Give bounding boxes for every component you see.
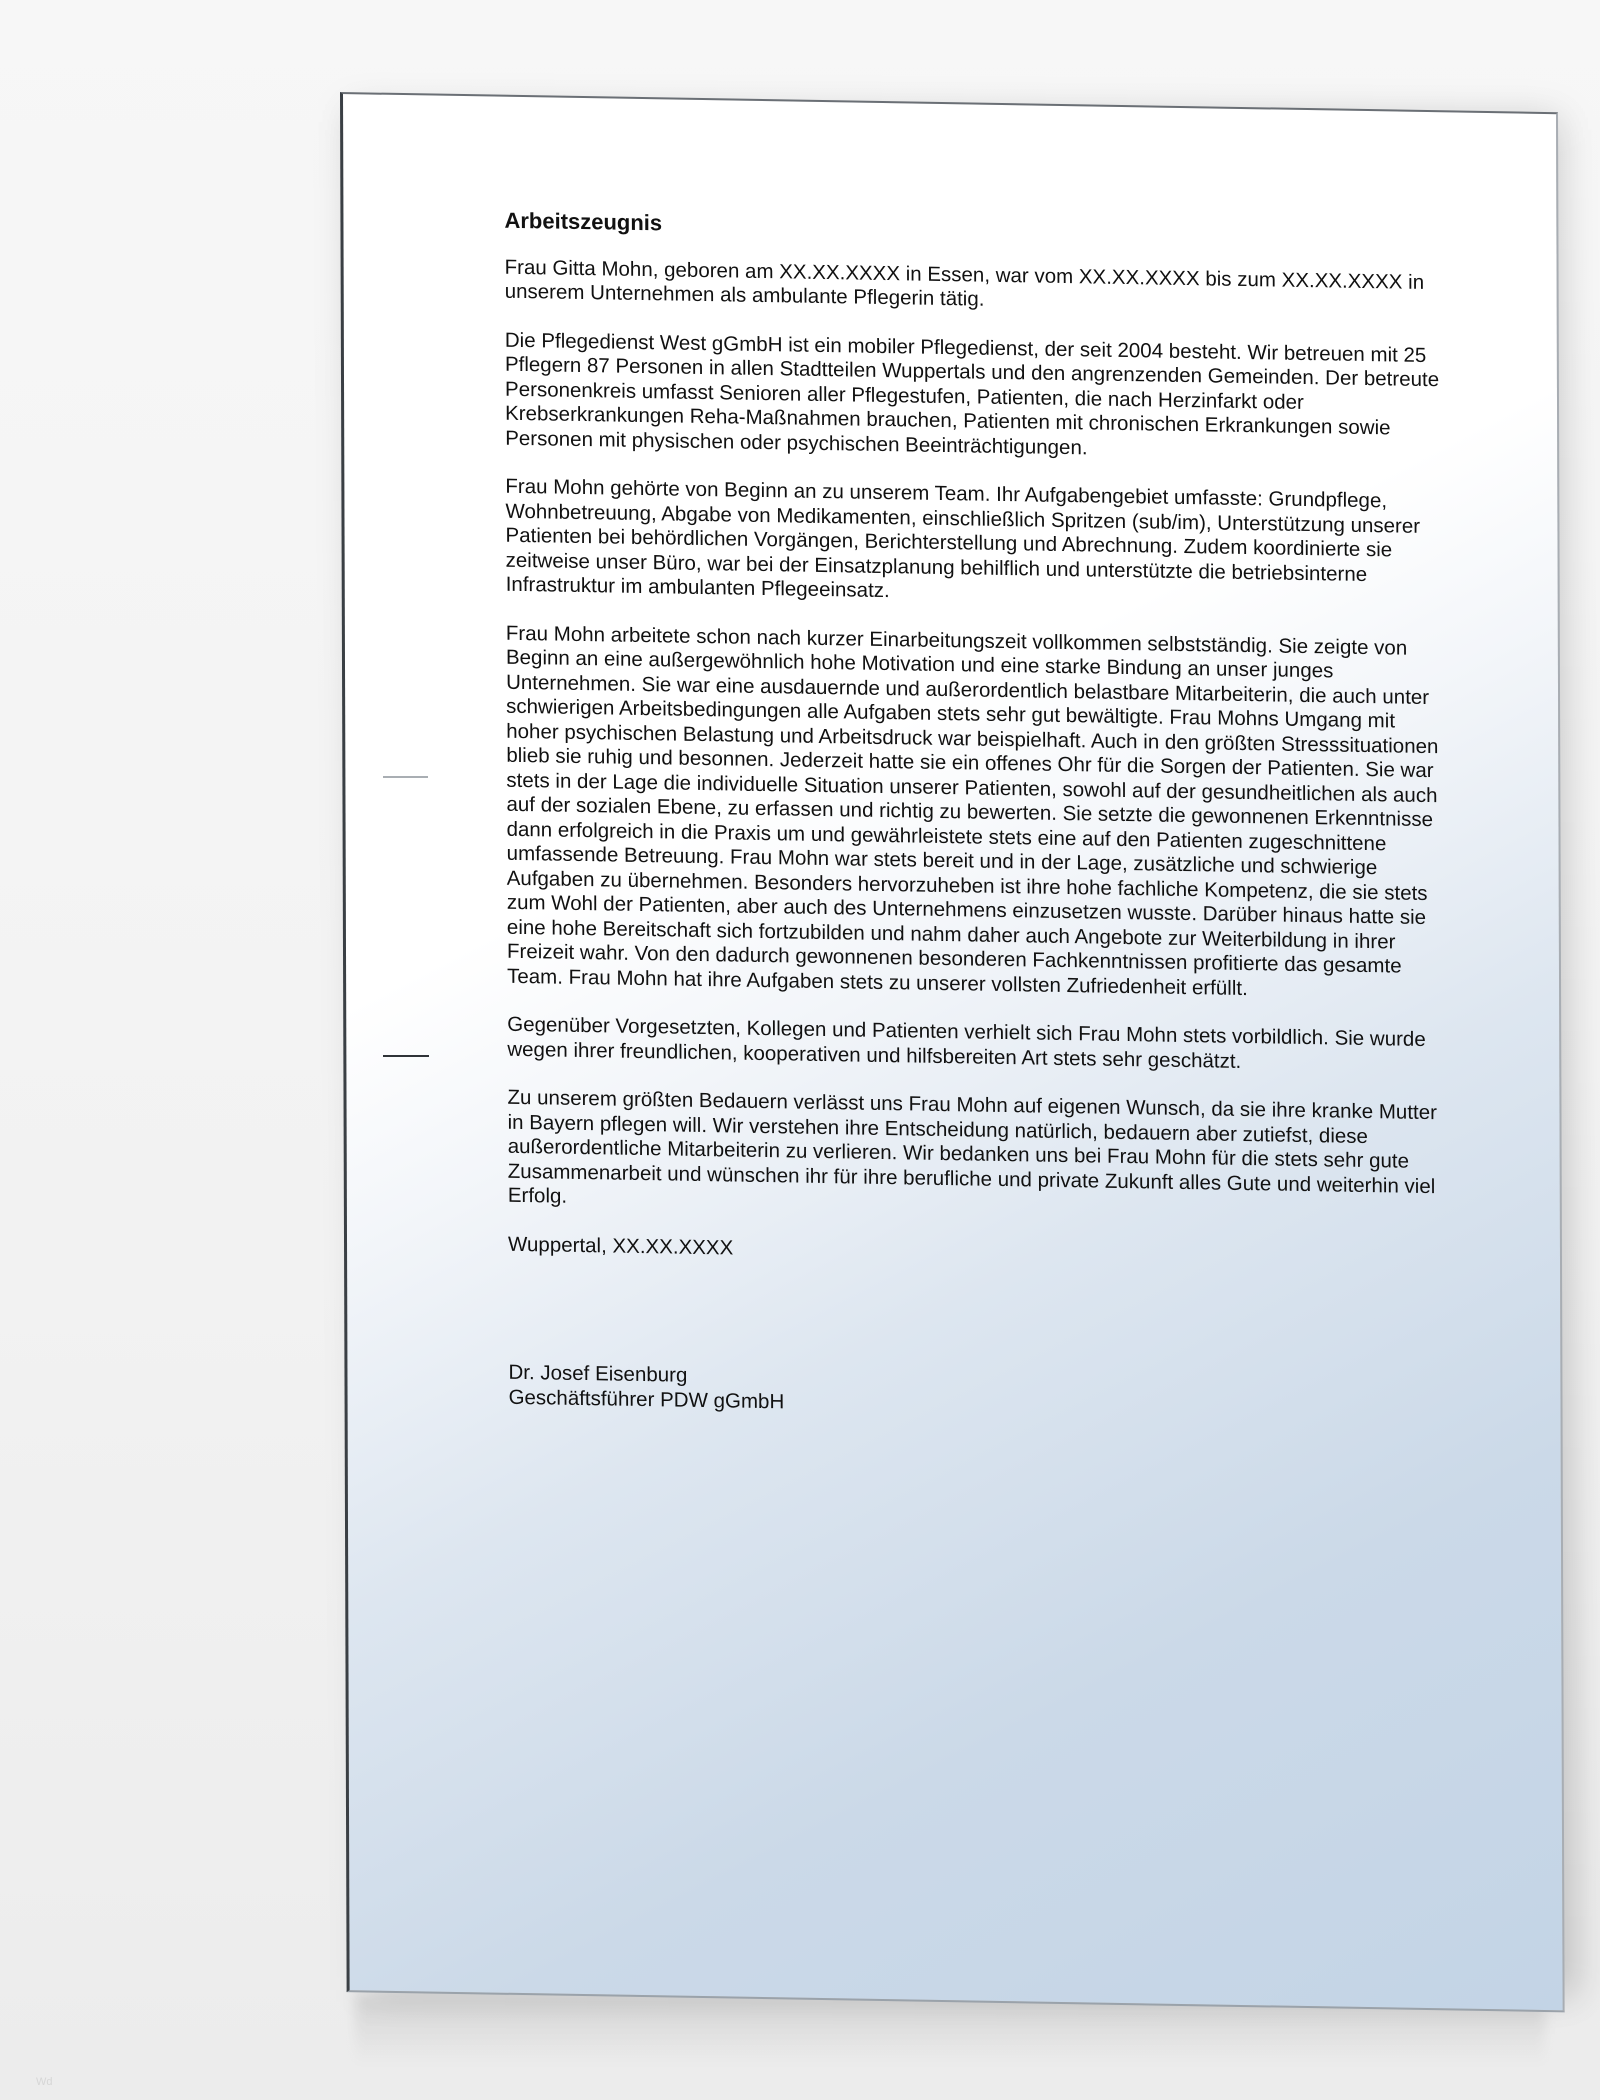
document-title: Arbeitszeugnis <box>504 207 663 236</box>
paragraph-conduct: Gegenüber Vorgesetzten, Kollegen und Patienten verhielt sich Frau Mohn stets vorbildlich. Sie wurde wegen ihrer freundlichen, kooperativen und hilfsbereiten Art stets sehr geschätzt. <box>507 1012 1426 1073</box>
signatory-role: Geschäftsführer PDW gGmbH <box>508 1385 785 1413</box>
letter-body <box>504 209 1453 1426</box>
place-and-date: Wuppertal, XX.XX.XXXX <box>507 1232 734 1260</box>
paragraph-departure: Zu unserem größten Bedauern verlässt uns Frau Mohn auf eigenen Wunsch, da sie ihre kranke Mutter in Bayern pflegen will. Wir verstehen ihre Entscheidung natürlich, bedauern aber zutiefst, diese außerordentliche Mitarbeiterin zu verlieren. Wir bedanken uns bei Frau Mohn für die stets sehr gute Zusammenarbeit und wünschen ihr für ihre berufliche und private Zukunft alles Gute und weiterhin viel Erfolg. <box>507 1085 1437 1208</box>
paragraph-responsibilities: Frau Mohn gehörte von Beginn an zu unserem Team. Ihr Aufgabengebiet umfasste: Grundpflege, Wohnbetreuung, Abgabe von Medikamenten, einschließlich Spritzen (sub/im), Unterstützung unserer Patienten bei behördlichen Vorgängen, Berichterstellung und Abrechnung. Zudem koordinierte sie zeitweise unser Büro, war bei der Einsatzplanung behilflich und unterstützte die betriebsinterne Infrastruktur im ambulanten Pflegeeinsatz. <box>505 474 1421 603</box>
paragraph-performance-assessment: Frau Mohn arbeitete schon nach kurzer Einarbeitungszeit vollkommen selbstständig. Sie zeigte von Beginn an eine außergewöhnlich hohe Motivation und eine starke Bindung an unser junges Unternehmen. Sie war eine ausdauernde und außerordentlich belastbare Mitarbeiterin, die auch unter schwierigen Arbeitsbedingungen alle Aufgaben stets sehr gut bewältigte. Frau Mohns Umgang mit hoher psychischen Belastung und Arbeitsdruck war beispielhaft. Auch in den größten Stresssituationen blieb sie ruhig und besonnen. Jederzeit hatte sie ein offenes Ohr für die Sorgen der Patienten. Sie war stets in der Lage die individuelle Situation unserer Patienten, sowohl auf der gesundheitlichen als auch auf der sozialen Ebene, zu erfassen und richtig zu bewerten. Sie setzte die gewonnenen Erkenntnisse dann erfolgreich in die Praxis um und gewährleistete stets eine auf den Patienten zugeschnittene umfassende Betreuung. Frau Mohn war stets bereit und in der Lage, zusätzliche und schwierige Aufgaben zu übernehmen. Besonders hervorzuheben ist ihre hohe fachliche Kompetenz, die sie stets zum Wohl der Patienten, aber auch des Unternehmens einzusetzen wusste. Darüber hinaus hatte sie eine hohe Bereitschaft sich fortzubilden und nahm daher auch Angebote zur Weiterbildung in ihrer Freizeit wahr. Von den dadurch gewonnenen besonderen Fachkenntnissen profitierte das gesamte Team. Frau Mohn hat ihre Aufgaben stets zu unserer vollsten Zufriedenheit erfüllt. <box>505 621 1439 1000</box>
signatory-name: Dr. Josef Eisenburg <box>508 1360 688 1387</box>
punch-mark <box>383 1055 429 1057</box>
watermark-text: Wd <box>36 2076 53 2088</box>
document-page <box>340 92 1565 2012</box>
fold-mark <box>383 776 428 778</box>
paragraph-company-description: Die Pflegedienst West gGmbH ist ein mobiler Pflegedienst, der seit 2004 besteht. Wir betreuen mit 25 Pflegern 87 Personen in allen Stadtteilen Wuppertals und den angrenzenden Gemeinden. Der betreute Personenkreis umfasst Senioren aller Pflegestufen, Patienten, die nach Herzinfarkt oder Krebserkrankungen Reha-Maßnahmen brauchen, Patienten mit chronischen Erkrankungen sowie Personen mit physischen oder psychischen Beeinträchtigungen. <box>504 328 1440 459</box>
signature-space <box>508 1281 1453 1377</box>
paragraph-employment-period: Frau Gitta Mohn, geboren am XX.XX.XXXX in Essen, war vom XX.XX.XXXX bis zum XX.XX.XXXX in unserem Unternehmen als ambulante Pflegerin tätig. <box>504 255 1425 311</box>
